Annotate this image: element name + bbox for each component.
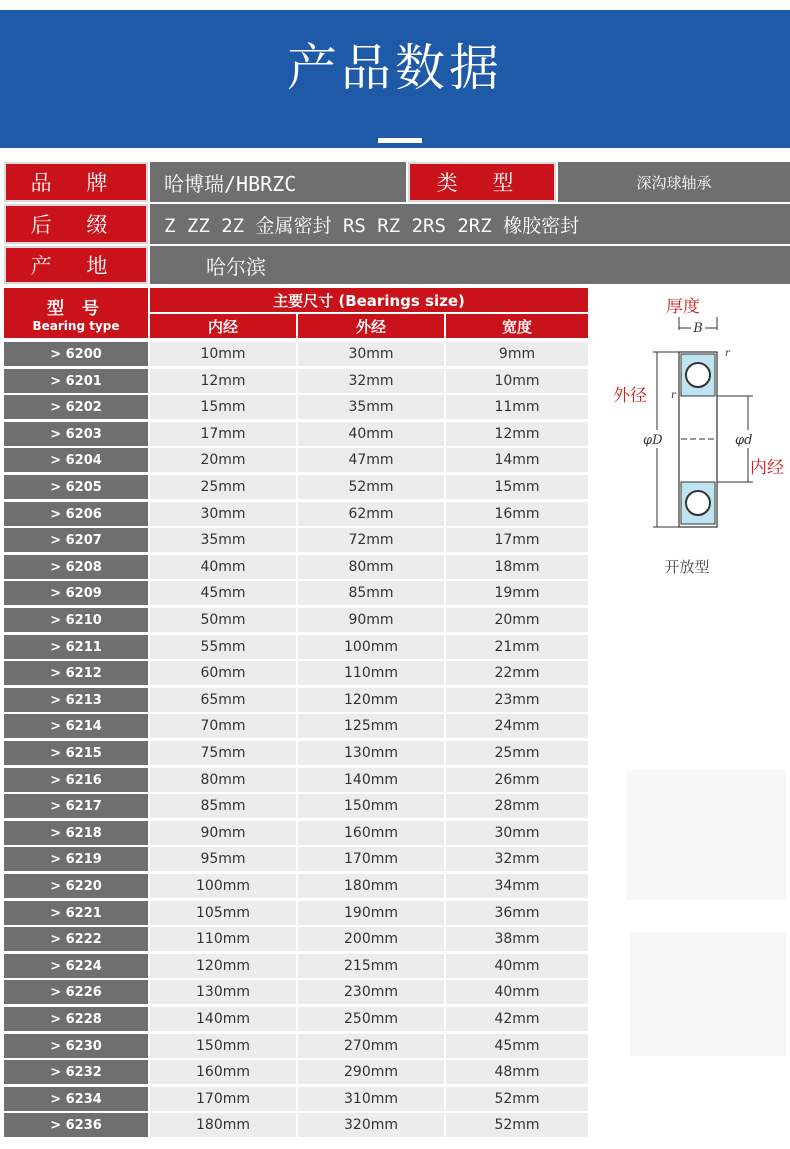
table-cell-inner-diameter: 105mm xyxy=(150,901,296,925)
table-cell-outer-diameter: 270mm xyxy=(298,1034,444,1058)
table-cell-bearing-width: 32mm xyxy=(446,847,588,871)
table-cell-bearing-type: > 6232 xyxy=(4,1060,148,1084)
table-cell-inner-diameter: 60mm xyxy=(150,661,296,685)
suffix-value: Z ZZ 2Z 金属密封 RS RZ 2RS 2RZ 橡胶密封 xyxy=(150,204,790,244)
table-cell-bearing-type: > 6219 xyxy=(4,847,148,871)
table-cell-bearing-width: 18mm xyxy=(446,555,588,579)
r-symbol-top: r xyxy=(725,348,730,359)
table-cell-inner-diameter: 15mm xyxy=(150,395,296,419)
table-cell-bearing-width: 52mm xyxy=(446,1113,588,1137)
table-cell-inner-diameter: 65mm xyxy=(150,688,296,712)
col-header-inner: 内经 xyxy=(150,314,296,338)
table-cell-inner-diameter: 35mm xyxy=(150,528,296,552)
table-cell-bearing-type: > 6221 xyxy=(4,901,148,925)
top-ball xyxy=(686,363,710,387)
table-cell-outer-diameter: 32mm xyxy=(298,369,444,393)
table-cell-bearing-type: > 6202 xyxy=(4,395,148,419)
table-cell-bearing-type: > 6204 xyxy=(4,448,148,472)
table-cell-bearing-width: 20mm xyxy=(446,608,588,632)
table-cell-bearing-width: 45mm xyxy=(446,1034,588,1058)
table-cell-bearing-width: 14mm xyxy=(446,448,588,472)
table-cell-bearing-type: > 6236 xyxy=(4,1113,148,1137)
table-cell-inner-diameter: 150mm xyxy=(150,1034,296,1058)
table-cell-outer-diameter: 180mm xyxy=(298,874,444,898)
table-cell-outer-diameter: 90mm xyxy=(298,608,444,632)
table-cell-outer-diameter: 320mm xyxy=(298,1113,444,1137)
col-header-outer: 外经 xyxy=(298,314,444,338)
table-cell-inner-diameter: 170mm xyxy=(150,1087,296,1111)
col-header-width: 宽度 xyxy=(446,314,588,338)
table-cell-inner-diameter: 110mm xyxy=(150,927,296,951)
table-cell-bearing-type: > 6214 xyxy=(4,714,148,738)
table-cell-bearing-type: > 6208 xyxy=(4,555,148,579)
table-cell-outer-diameter: 30mm xyxy=(298,342,444,366)
table-cell-bearing-width: 19mm xyxy=(446,581,588,605)
table-cell-outer-diameter: 150mm xyxy=(298,794,444,818)
table-cell-bearing-type: > 6222 xyxy=(4,927,148,951)
table-cell-outer-diameter: 290mm xyxy=(298,1060,444,1084)
table-cell-bearing-type: > 6228 xyxy=(4,1007,148,1031)
table-cell-bearing-type: > 6209 xyxy=(4,581,148,605)
diagram-caption: 开放型 xyxy=(664,558,710,576)
table-cell-outer-diameter: 250mm xyxy=(298,1007,444,1031)
table-cell-bearing-width: 36mm xyxy=(446,901,588,925)
page-banner xyxy=(0,10,790,148)
table-cell-inner-diameter: 140mm xyxy=(150,1007,296,1031)
table-cell-inner-diameter: 50mm xyxy=(150,608,296,632)
size-header: 主要尺寸 (Bearings size) xyxy=(150,288,588,312)
table-cell-inner-diameter: 10mm xyxy=(150,342,296,366)
table-cell-outer-diameter: 130mm xyxy=(298,741,444,765)
table-cell-outer-diameter: 100mm xyxy=(298,635,444,659)
table-cell-inner-diameter: 70mm xyxy=(150,714,296,738)
table-cell-bearing-width: 40mm xyxy=(446,954,588,978)
table-cell-outer-diameter: 310mm xyxy=(298,1087,444,1111)
table-cell-outer-diameter: 110mm xyxy=(298,661,444,685)
model-header-en: Bearing type xyxy=(32,318,120,333)
origin-value: 哈尔滨 xyxy=(150,246,790,284)
table-cell-bearing-width: 11mm xyxy=(446,395,588,419)
table-cell-outer-diameter: 40mm xyxy=(298,422,444,446)
table-cell-outer-diameter: 140mm xyxy=(298,768,444,792)
table-cell-inner-diameter: 55mm xyxy=(150,635,296,659)
model-header xyxy=(4,288,148,338)
table-cell-bearing-width: 16mm xyxy=(446,502,588,526)
table-cell-inner-diameter: 120mm xyxy=(150,954,296,978)
table-cell-inner-diameter: 40mm xyxy=(150,555,296,579)
table-cell-outer-diameter: 200mm xyxy=(298,927,444,951)
table-cell-bearing-width: 25mm xyxy=(446,741,588,765)
page-title: 产品数据 xyxy=(287,39,503,97)
table-cell-bearing-type: > 6207 xyxy=(4,528,148,552)
table-cell-inner-diameter: 20mm xyxy=(150,448,296,472)
table-cell-bearing-width: 9mm xyxy=(446,342,588,366)
brand-label: 品 牌 xyxy=(4,162,148,202)
table-cell-bearing-type: > 6210 xyxy=(4,608,148,632)
outer-symbol: φD xyxy=(643,433,663,448)
table-cell-bearing-type: > 6200 xyxy=(4,342,148,366)
table-cell-bearing-width: 48mm xyxy=(446,1060,588,1084)
table-cell-inner-diameter: 100mm xyxy=(150,874,296,898)
table-cell-bearing-width: 24mm xyxy=(446,714,588,738)
table-cell-outer-diameter: 85mm xyxy=(298,581,444,605)
table-cell-inner-diameter: 25mm xyxy=(150,475,296,499)
table-cell-outer-diameter: 230mm xyxy=(298,980,444,1004)
table-cell-bearing-width: 42mm xyxy=(446,1007,588,1031)
bearing-diagram xyxy=(595,290,790,590)
table-cell-bearing-width: 26mm xyxy=(446,768,588,792)
brand-value: 哈博瑞/HBRZC xyxy=(150,162,406,202)
table-cell-inner-diameter: 90mm xyxy=(150,821,296,845)
type-label: 类 型 xyxy=(408,162,556,202)
table-cell-bearing-type: > 6224 xyxy=(4,954,148,978)
model-header-zh: 型 号 xyxy=(47,298,105,319)
table-cell-inner-diameter: 80mm xyxy=(150,768,296,792)
table-cell-bearing-type: > 6230 xyxy=(4,1034,148,1058)
table-cell-inner-diameter: 75mm xyxy=(150,741,296,765)
bottom-ball xyxy=(686,491,710,515)
table-cell-outer-diameter: 190mm xyxy=(298,901,444,925)
table-cell-outer-diameter: 120mm xyxy=(298,688,444,712)
suffix-label: 后 缀 xyxy=(4,204,148,244)
table-cell-outer-diameter: 52mm xyxy=(298,475,444,499)
table-cell-bearing-width: 40mm xyxy=(446,980,588,1004)
inner-symbol: φd xyxy=(735,433,753,448)
table-cell-outer-diameter: 170mm xyxy=(298,847,444,871)
table-cell-bearing-width: 21mm xyxy=(446,635,588,659)
table-cell-bearing-width: 28mm xyxy=(446,794,588,818)
table-cell-bearing-type: > 6234 xyxy=(4,1087,148,1111)
table-cell-inner-diameter: 85mm xyxy=(150,794,296,818)
table-cell-inner-diameter: 160mm xyxy=(150,1060,296,1084)
outer-label: 外径 xyxy=(613,386,647,406)
table-cell-bearing-type: > 6211 xyxy=(4,635,148,659)
table-cell-outer-diameter: 35mm xyxy=(298,395,444,419)
table-cell-bearing-width: 30mm xyxy=(446,821,588,845)
origin-label: 产 地 xyxy=(4,246,148,284)
table-cell-bearing-type: > 6212 xyxy=(4,661,148,685)
table-cell-bearing-type: > 6220 xyxy=(4,874,148,898)
table-cell-bearing-type: > 6205 xyxy=(4,475,148,499)
table-cell-bearing-width: 52mm xyxy=(446,1087,588,1111)
table-cell-bearing-type: > 6203 xyxy=(4,422,148,446)
table-cell-bearing-type: > 6213 xyxy=(4,688,148,712)
table-cell-inner-diameter: 30mm xyxy=(150,502,296,526)
table-cell-bearing-width: 15mm xyxy=(446,475,588,499)
table-cell-inner-diameter: 45mm xyxy=(150,581,296,605)
table-cell-outer-diameter: 72mm xyxy=(298,528,444,552)
table-cell-inner-diameter: 12mm xyxy=(150,369,296,393)
table-cell-bearing-type: > 6206 xyxy=(4,502,148,526)
table-cell-outer-diameter: 160mm xyxy=(298,821,444,845)
table-cell-outer-diameter: 62mm xyxy=(298,502,444,526)
table-cell-inner-diameter: 180mm xyxy=(150,1113,296,1137)
table-cell-bearing-width: 17mm xyxy=(446,528,588,552)
table-cell-bearing-type: > 6216 xyxy=(4,768,148,792)
table-cell-bearing-type: > 6217 xyxy=(4,794,148,818)
table-cell-bearing-type: > 6215 xyxy=(4,741,148,765)
b-symbol: B xyxy=(693,321,703,336)
table-cell-bearing-type: > 6218 xyxy=(4,821,148,845)
table-cell-outer-diameter: 47mm xyxy=(298,448,444,472)
table-cell-bearing-width: 38mm xyxy=(446,927,588,951)
table-cell-inner-diameter: 95mm xyxy=(150,847,296,871)
table-cell-bearing-type: > 6201 xyxy=(4,369,148,393)
type-value: 深沟球轴承 xyxy=(558,162,790,202)
table-cell-bearing-width: 23mm xyxy=(446,688,588,712)
table-cell-bearing-width: 34mm xyxy=(446,874,588,898)
table-cell-bearing-width: 12mm xyxy=(446,422,588,446)
inner-label: 内经 xyxy=(750,458,784,478)
table-cell-outer-diameter: 215mm xyxy=(298,954,444,978)
table-cell-outer-diameter: 125mm xyxy=(298,714,444,738)
r-symbol-left: r xyxy=(671,390,676,401)
blank-panel-1 xyxy=(626,770,786,900)
table-cell-bearing-width: 10mm xyxy=(446,369,588,393)
title-underline xyxy=(378,138,422,143)
blank-panel-2 xyxy=(630,932,786,1056)
table-cell-bearing-width: 22mm xyxy=(446,661,588,685)
table-cell-outer-diameter: 80mm xyxy=(298,555,444,579)
table-cell-inner-diameter: 17mm xyxy=(150,422,296,446)
table-cell-bearing-type: > 6226 xyxy=(4,980,148,1004)
thickness-label: 厚度 xyxy=(666,297,700,317)
table-cell-inner-diameter: 130mm xyxy=(150,980,296,1004)
